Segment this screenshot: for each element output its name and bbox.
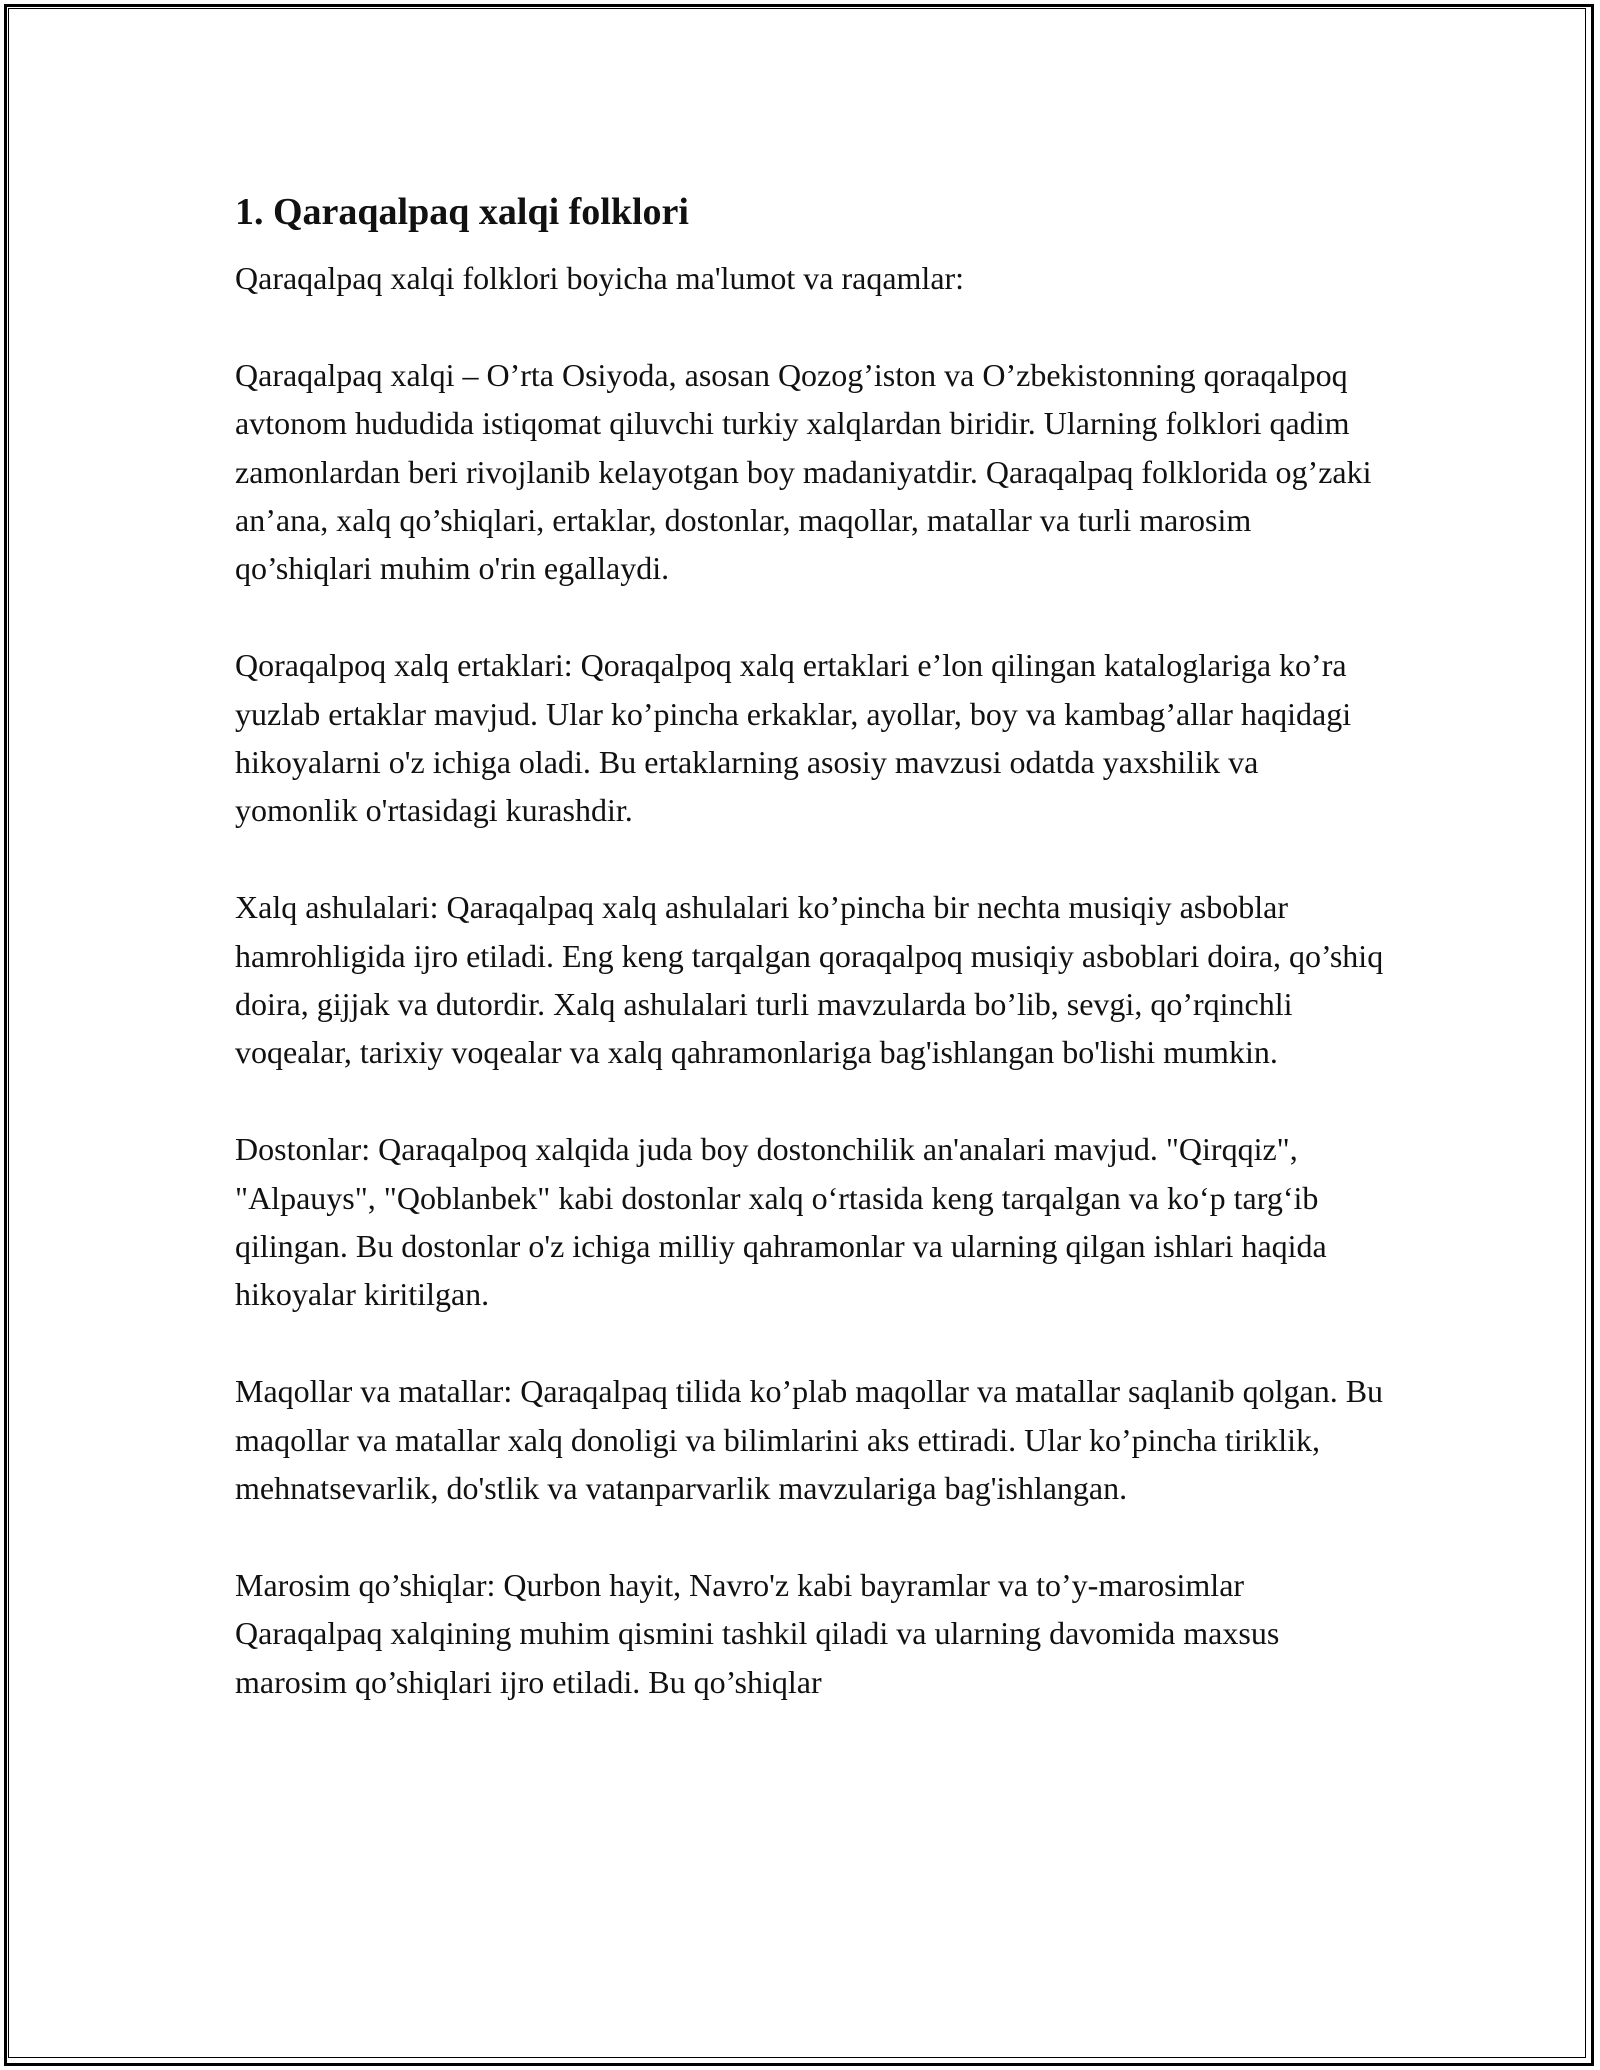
- section-heading: 1. Qaraqalpaq xalqi folklori: [235, 191, 689, 233]
- ritual-songs-paragraph: Marosim qo’shiqlar: Qurbon hayit, Navro'z kabi bayramlar va to’y-marosimlar Qaraqalpaq xalqining muhim qismini tashkil qiladi va ularning davomida maxsus marosim qo’shiqlari ijro etiladi. Bu qo’shiqlar: [235, 1566, 1280, 1700]
- epics-paragraph: Dostonlar: Qaraqalpoq xalqida juda boy dostonchilik an'analari mavjud. "Qirqqiz", "Alpauys", "Qoblanbek" kabi dostonlar xalq o‘rtasida keng tarqalgan va ko‘p targ‘ib qilingan. Bu dostonlar o'z ichiga milliy qahramonlar va ularning qilgan ishlari haqida hikoyalar kiritilgan.: [235, 1131, 1327, 1313]
- intro-paragraph: Qaraqalpaq xalqi folklori boyicha ma'lumot va raqamlar:: [235, 260, 965, 296]
- overview-paragraph: Qaraqalpaq xalqi – O’rta Osiyoda, asosan Qozog’iston va O’zbekistonning qoraqalpoq avtonom hududida istiqomat qiluvchi turkiy xalqlardan biridir. Ularning folklori qadim zamonlardan beri rivojlanib kelayotgan boy madaniyatdir. Qaraqalpaq folklorida og’zaki an’ana, xalq qo’shiqlari, ertaklar, dostonlar, maqollar, matallar va turli marosim qo’shiqlari muhim o'rin egallaydi.: [235, 356, 1372, 587]
- folk-tales-paragraph: Qoraqalpoq xalq ertaklari: Qoraqalpoq xalq ertaklari e’lon qilingan kataloglariga ko’ra yuzlab ertaklar mavjud. Ular ko’pincha erkaklar, ayollar, boy va kambag’allar haqidagi hikoyalarni o'z ichiga oladi. Bu ertaklarning asosiy mavzusi odatda yaxshilik va yomonlik o'rtasidagi kurashdir.: [235, 647, 1352, 829]
- proverbs-paragraph: Maqollar va matallar: Qaraqalpaq tilida ko’plab maqollar va matallar saqlanib qolgan. Bu maqollar va matallar xalq donoligi va bilimlarini aks ettiradi. Ular ko’pincha tiriklik, mehnatsevarlik, do'stlik va vatanparvarlik mavzulariga bag'ishlangan.: [235, 1373, 1384, 1507]
- folk-songs-paragraph: Xalq ashulalari: Qaraqalpaq xalq ashulalari ko’pincha bir nechta musiqiy asboblar hamrohligida ijro etiladi. Eng keng tarqalgan qoraqalpoq musiqiy asboblari doira, qo’shiq doira, gijjak va dutordir. Xalq ashulalari turli mavzularda bo’lib, sevgi, qo’rqinchli voqealar, tarixiy voqealar va xalq qahramonlariga bag'ishlangan bo'lishi mumkin.: [235, 889, 1384, 1071]
- document-body: [235, 188, 1385, 1706]
